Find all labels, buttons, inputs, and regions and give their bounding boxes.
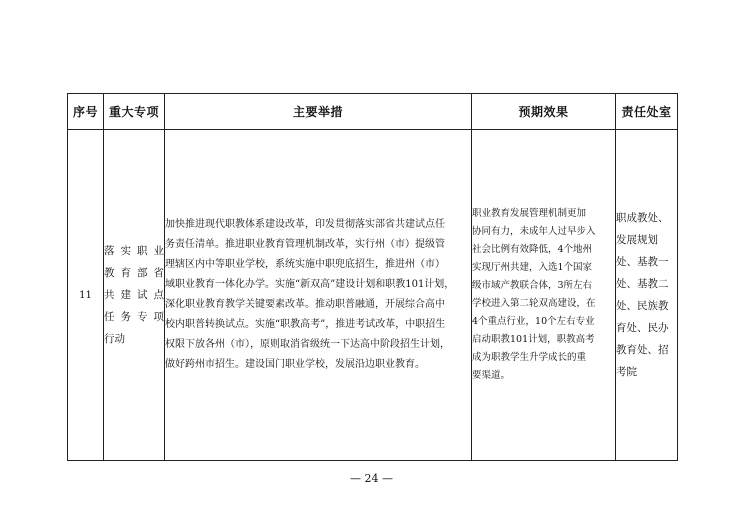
measures-line: 理辖区内中等职业学校，系统实施中职兜底招生，推进州（市） <box>165 259 445 270</box>
header-measures: 主要举措 <box>165 94 472 130</box>
measures-line: 深化职业教育教学关键要素改革。推动职普融通，开展综合高中 <box>165 299 445 310</box>
department-cell <box>616 130 678 461</box>
measures-line: 做好跨州市招生。建设国门职业学校，发展沿边职业教育。 <box>165 359 425 370</box>
effects-line: 协同有力，未成年人过早步入 <box>472 226 596 237</box>
measures-line: 务责任清单。推进职业教育管理机制改革，实行州（市）提级管 <box>165 239 445 250</box>
table-row <box>68 130 678 461</box>
row-number: 11 <box>68 130 104 461</box>
header-effects: 预期效果 <box>472 94 616 130</box>
measures-table <box>67 93 678 461</box>
measures-cell <box>165 130 472 461</box>
department-line: 职成教处、 <box>616 212 669 224</box>
project-cell <box>104 130 165 461</box>
project-line: 任务专项 <box>104 311 164 323</box>
effects-line: 级市域产教联合体，3所左右 <box>472 280 593 291</box>
department-line: 教育处、招 <box>616 344 669 356</box>
department-line: 发展规划 <box>616 234 658 246</box>
measures-line: 域职业教育一体化办学。实施“新双高”建设计划和职教101计划， <box>165 279 455 290</box>
project-line: 行动 <box>104 333 125 345</box>
department-line: 处、民族教 <box>616 300 669 312</box>
measures-line: 加快推进现代职教体系建设改革，印发贯彻落实部省共建试点任 <box>165 219 445 230</box>
effects-line: 学校进入第二轮双高建设，在 <box>472 298 596 309</box>
table-header-row <box>68 94 678 130</box>
measures-line: 权限下放各州（市），原则取消省级统一下达高中阶段招生计划， <box>165 339 450 350</box>
department-line: 处、基教一 <box>616 256 669 268</box>
project-line: 共建试点 <box>104 289 164 301</box>
effects-line: 启动职教101计划，职教高考 <box>472 334 595 345</box>
header-department: 责任处室 <box>616 94 678 130</box>
effects-line: 社会比例有效降低，4个地州 <box>472 244 593 255</box>
effects-line: 实现厅州共建，入选1个国家 <box>472 262 593 273</box>
effects-cell <box>472 130 616 461</box>
department-line: 育处、民办 <box>616 322 669 334</box>
effects-line: 职业教育发展管理机制更加 <box>472 208 587 219</box>
effects-line: 成为职教学生升学成长的重 <box>472 352 587 363</box>
department-line: 处、基教二 <box>616 278 669 290</box>
header-project: 重大专项 <box>104 94 165 130</box>
project-line: 落实职业 <box>104 245 164 257</box>
page-number: — 24 — <box>350 472 393 485</box>
effects-line: 4个重点行业，10个左右专业 <box>472 316 595 327</box>
measures-line: 校内职普转换试点。实施“职教高考”，推进考试改革，中职招生 <box>165 319 446 330</box>
header-number: 序号 <box>68 94 104 130</box>
effects-line: 要渠道。 <box>472 370 511 381</box>
department-line: 考院 <box>616 366 637 378</box>
project-line: 教育部省 <box>104 267 164 279</box>
